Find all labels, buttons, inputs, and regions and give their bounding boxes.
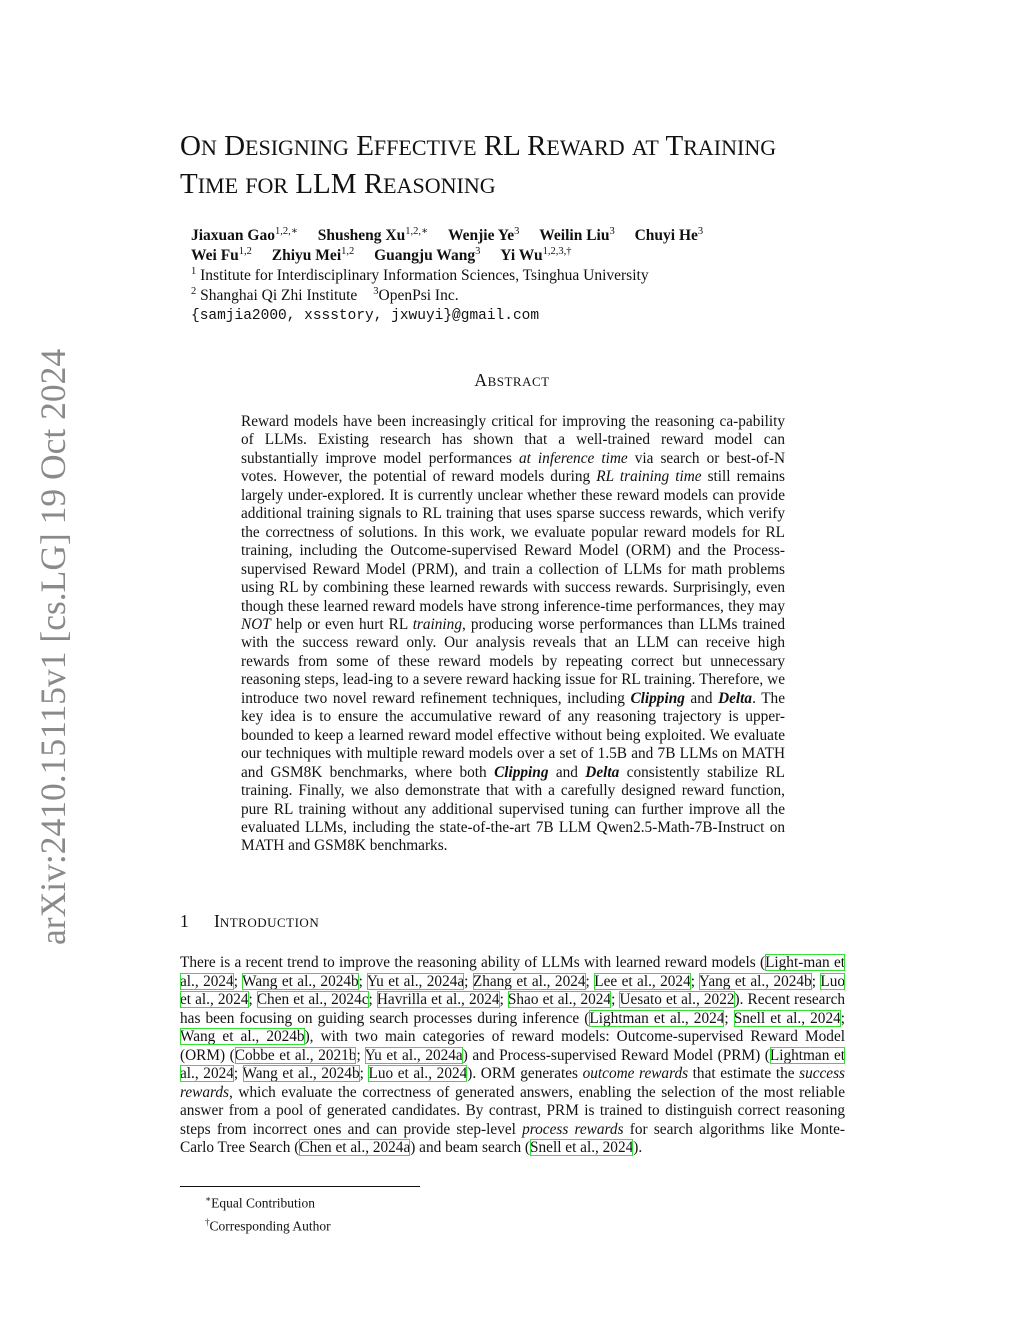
citation-link[interactable]: Wang et al., 2024b: [242, 972, 359, 990]
citation-link[interactable]: Yang et al., 2024b: [698, 972, 812, 990]
author-emails: {samjia2000, xssstory, jxwuyi}@gmail.com: [191, 308, 540, 324]
arxiv-stamp: arXiv:2410.15115v1 [cs.LG] 19 Oct 2024: [33, 348, 73, 945]
citation-link[interactable]: Yu et al., 2024a: [364, 1046, 463, 1064]
citation-link[interactable]: Havrilla et al., 2024: [376, 991, 500, 1009]
affiliation-1: $^1$ Institute for Interdisciplinary Information Sciences, Tsinghua University: [191, 265, 649, 284]
citation-link[interactable]: Cobbe et al., 2021b: [234, 1046, 357, 1064]
citation-link[interactable]: Light-man et al., 2024: [180, 954, 845, 990]
footnote-corresponding-author: †Corresponding Author: [205, 1216, 331, 1233]
affiliation-2-3: $^2$ Shanghai Qi Zhi Institute $^3$OpenPsi Inc.: [191, 285, 459, 304]
author-name: Shusheng Xu: [317, 227, 406, 244]
footnotes: [205, 1190, 331, 1235]
citation-link[interactable]: Lee et al., 2024: [594, 972, 691, 990]
author-name: Yi Wu: [500, 247, 543, 264]
abstract-heading: ABSTRACT: [474, 370, 550, 390]
citation-link[interactable]: Lightman et al., 2024: [180, 1046, 846, 1083]
author-row-2: Wei Fu$^{1,2}$ Zhiyu Mei$^{1,2}$ Guangju Wang$^3$ Yi $Wu^{1,2,3,\dagger}$: [191, 245, 572, 264]
author-block: [191, 226, 831, 326]
citation-link[interactable]: Chen et al., 2024c: [256, 991, 369, 1009]
footnote-rule: [180, 1186, 420, 1187]
citation-link[interactable]: Snell et al., 2024: [733, 1009, 841, 1027]
citation-link[interactable]: Lightman et al., 2024: [589, 1009, 725, 1027]
citation-link[interactable]: Uesato et al., 2022: [619, 991, 735, 1009]
citation-link[interactable]: Wang et al., 2024b: [242, 1065, 360, 1083]
citation-link[interactable]: Luo et al., 2024: [368, 1065, 468, 1083]
author-name: Guangju Wang: [374, 247, 476, 264]
citation-link[interactable]: Wang et al., 2024b: [180, 1028, 305, 1046]
citation-link[interactable]: Yu et al., 2024a: [366, 972, 465, 990]
author-name: Weilin Liu: [539, 227, 610, 244]
section-heading-introduction: 1 INTRODUCTION: [180, 911, 320, 931]
citation-link[interactable]: Luo et al., 2024: [180, 972, 846, 1009]
author-name: Jiaxuan Gao: [191, 227, 275, 244]
footnote-equal-contribution: ∗Equal Contribution: [205, 1194, 315, 1211]
author-name: Chuyi He: [634, 227, 698, 244]
citation-link[interactable]: Zhang et al., 2024: [472, 972, 586, 990]
citation-link[interactable]: Snell et al., 2024: [530, 1139, 634, 1157]
citation-link[interactable]: Chen et al., 2024a: [299, 1139, 411, 1157]
citation-link[interactable]: Shao et al., 2024: [507, 991, 612, 1009]
abstract-body: Reward models have been increasingly critical for improving the reasoning ca-pability of LLMs. Existing research has shown that a well-trained reward model can substantially improve model performances at inference time via search or best-of-N votes. However, the potential of reward models during RL training time still remains largely under-explored. It is currently unclear whether these reward models can provide additional training signals to RL training that uses sparse success rewards, which verify the correctness of solutions. In this work, we evaluate popular reward models for RL training, including the Outcome-supervised Reward Model (ORM) and the Process-supervised Reward Model (PRM), and train a collection of LLMs for math problems using RL by combining these learned rewards with success rewards. Surprisingly, even though these learned reward models have strong inference-time performances, they may NOT help or even hurt RL training, producing worse performances than LLMs trained with the success reward only. Our analysis reveals that an LLM can receive high rewards from some of these reward models by repeating correct but unnecessary reasoning steps, lead-ing to a severe reward hacking issue for RL training. Therefore, we introduce two novel reward refinement techniques, including Clipping and Delta. The key idea is to ensure the accumulative reward of any reasoning trajectory is upper-bounded to keep a learned reward model effective without being exploited. We evaluate our techniques with multiple reward models over a set of 1.5B and 7B LLMs on MATH and GSM8K benchmarks, where both Clipping and Delta consistently stabilize RL training. Finally, we also demonstrate that with a carefully designed reward function, pure RL training without any additional supervised tuning can further improve all the evaluated LLMs, including the state-of-the-art 7B LLM Qwen2.5-Math-7B-Instruct on MATH and GSM8K benchmarks.: [241, 413, 786, 855]
paper-title: ON DESIGNING EFFECTIVE RL REWARD AT TRAINING TIME FOR LLM REASONING: [180, 130, 777, 200]
author-name: Wei Fu: [191, 247, 239, 264]
author-name: Zhiyu Mei: [271, 247, 342, 264]
author-name: Wenjie Ye: [447, 227, 515, 244]
introduction-body: There is a recent trend to improve the reasoning ability of LLMs with learned reward models (Light-man et al., 2024; Wang et al., 2024b; Yu et al., 2024a; Zhang et al., 2024; Lee et al., 2024; Yang et al., 2024b; Luo et al., 2024; Chen et al., 2024c; Havrilla et al., 2024; Shao et al., 2024; Uesato et al., 2022). Recent research has been focusing on guiding search processes during inference (Lightman et al., 2024; Snell et al., 2024; Wang et al., 2024b), with two main categories of reward models: Outcome-supervised Reward Model (ORM) (Cobbe et al., 2021b; Yu et al., 2024a) and Process-supervised Reward Model (PRM) (Lightman et al., 2024; Wang et al., 2024b; Luo et al., 2024). ORM generates outcome rewards that estimate the success rewards, which evaluate the correctness of generated answers, enabling the selection of the most reliable answer from a pool of generated candidates. By contrast, PRM is trained to distinguish correct reasoning steps from incorrect ones and can provide step-level process rewards for search algorithms like Monte-Carlo Tree Search (Chen et al., 2024a) and beam search (Snell et al., 2024).: [180, 954, 846, 1157]
author-row-1: Jiaxuan Gao$^{1,2,∗}$ Shusheng $Xu^{1,2,∗}$ Wenjie Ye$^3$ Weilin Liu$^3$ Chuyi He$^3$: [191, 225, 704, 244]
